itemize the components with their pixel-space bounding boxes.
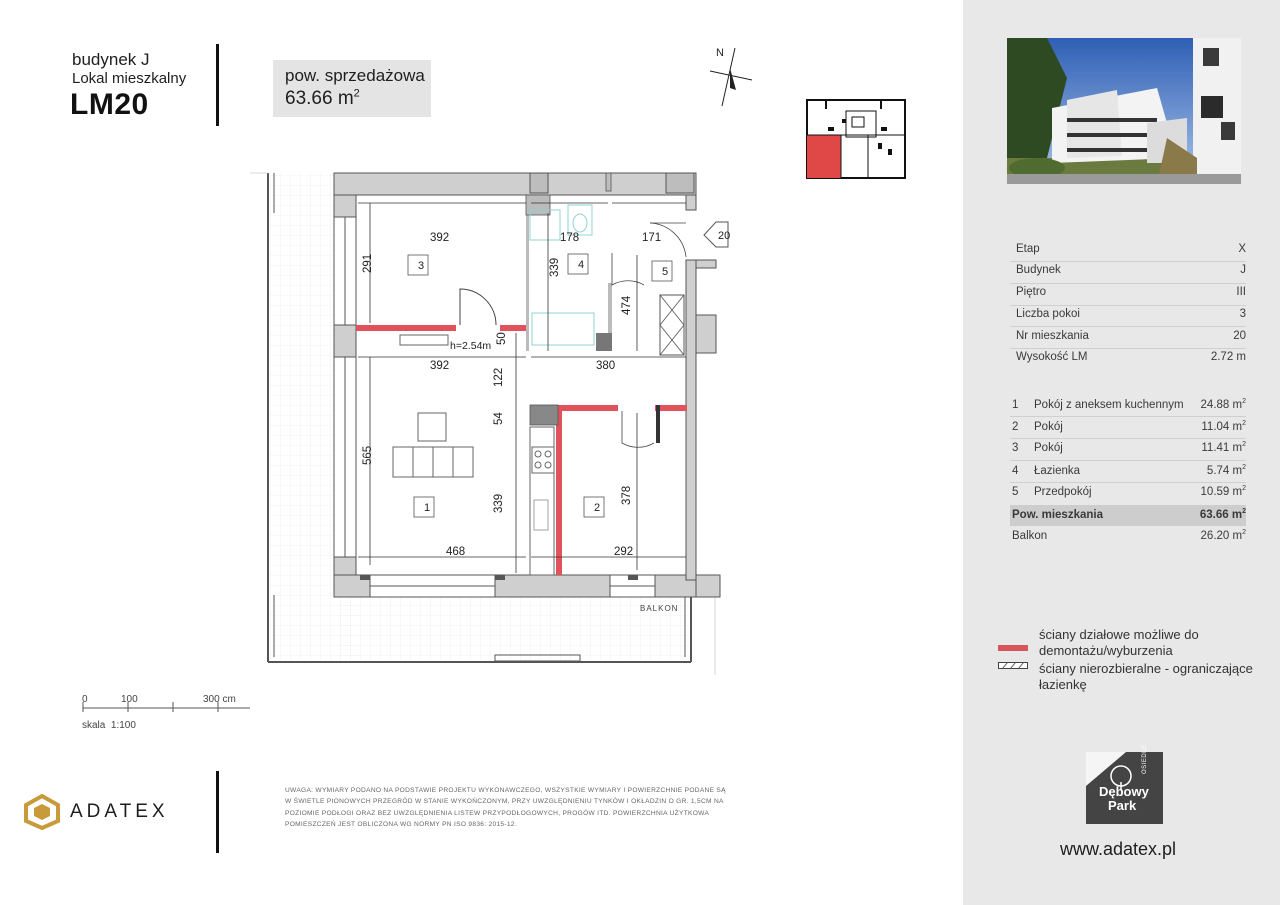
entrance-label: 20 (718, 230, 730, 242)
entrance-marker (690, 213, 730, 257)
website-url[interactable]: www.adatex.pl (1060, 839, 1177, 859)
estate-logo-line2: Dębowy (1099, 784, 1149, 799)
demolishable-wall (556, 405, 562, 575)
scale-tick-300: 300 cm (203, 694, 236, 705)
dim-text: 339 (549, 257, 561, 277)
unit-code: LM20 (70, 88, 149, 121)
room-row: 2 Pokój 11.04 $m^2$ (1012, 420, 1246, 433)
info-row-apartment-no: Nr mieszkania 20 (1016, 330, 1246, 342)
dim-text: 291 (362, 253, 374, 273)
footer-divider (216, 771, 219, 853)
dim-text: 392 (430, 232, 450, 244)
demolishable-wall (556, 405, 618, 411)
demolishable-wall (356, 325, 456, 331)
room-number: 4 (577, 259, 585, 271)
bathroom-fixtures (530, 205, 594, 345)
dim-text: 380 (596, 360, 616, 372)
north-arrow-icon (700, 40, 760, 110)
dim-text: 392 (430, 360, 450, 372)
dim-text: 122 (493, 367, 505, 387)
legend-red-text: ściany działowe możliwe do demontażu/wyburzenia (1039, 627, 1199, 658)
estate-logo-line1: OSIEDLE (1142, 744, 1148, 774)
legend-hatch-text: ściany nierozbieralne - ograniczające łazienkę (1039, 661, 1253, 692)
dim-text: 54 (493, 412, 505, 425)
scale-tick-100: 100 (121, 694, 138, 705)
brand-name: ADATEX (70, 801, 169, 822)
balcony-label: BALKON (640, 604, 679, 613)
legend-hatch-swatch (998, 662, 1028, 670)
room-number: 1 (423, 502, 431, 514)
dim-text: 378 (621, 485, 633, 505)
key-plan-unit-highlight (807, 135, 841, 178)
info-row-height: Wysokość LM 2.72 m (1016, 351, 1246, 363)
room-row: 4 Łazienka 5.74 $m^2$ (1012, 464, 1246, 477)
dim-text: 178 (560, 232, 580, 244)
room-number: 2 (593, 502, 601, 514)
dim-text: 474 (621, 295, 633, 315)
building-photo (1007, 38, 1241, 184)
balcony-area-row: Balkon 26.20 $m^2$ (1012, 529, 1246, 542)
info-row-rooms-count: Liczba pokoi 3 (1016, 308, 1246, 320)
estate-logo (1086, 744, 1163, 824)
dim-text: 171 (642, 232, 662, 244)
furniture (393, 335, 554, 575)
header-divider (216, 44, 219, 126)
adatex-logo-icon (22, 794, 62, 830)
legend-red-swatch (998, 645, 1028, 651)
dimension-lines (358, 203, 686, 573)
floor-plan (250, 165, 730, 675)
sale-area-value: 63.66 $m^2$ (285, 87, 360, 109)
info-row-stage: Etap X (1016, 243, 1246, 255)
sale-area-label: pow. sprzedażowa (285, 66, 425, 85)
scale-label: skala 1:100 (82, 720, 136, 731)
total-area-row: Pow. mieszkania 63.66 $m^2$ (1010, 505, 1246, 526)
sale-area-box (273, 60, 431, 117)
info-row-floor: Piętro III (1016, 286, 1246, 298)
key-plan (806, 99, 906, 179)
room-number: 5 (661, 266, 669, 278)
scale-tick-0: 0 (82, 694, 88, 705)
building-label: budynek J (72, 50, 150, 69)
disclaimer-note: UWAGA: WYMIARY PODANO NA PODSTAWIE PROJEKTU WYKONAWCZEGO, WSZYSTKIE WYMIARY I POWIERZCHNIE PODANE SĄ W ŚWIETLE PIONOWYCH PRZEGRÓD W STANIE WYKOŃCZONYM, PRZY UWZGLĘDNIENIU TYNKÓW I OKŁADZIN O GR. 1,5CM NA POZIOMIE PODŁOGI ORAZ BEZ UWZGLĘDNIENIA LISTEW PRZYPODŁOGOWYCH, PROGÓW ITD. POWIERZCHNIA UŻYTKOWA POMIESZCZEŃ JEST OBLICZONA WG NORMY PN ISO 9836: 2015-12. (285, 787, 726, 829)
balcony-area (250, 173, 715, 675)
dim-text: 292 (614, 546, 634, 558)
room-row: 1 Pokój z aneksem kuchennym 24.88 $m^2$ (1012, 398, 1246, 411)
demolishable-wall (500, 325, 526, 331)
room-row: 5 Przedpokój 10.59 $m^2$ (1012, 485, 1246, 498)
estate-logo-line3: Park (1108, 798, 1137, 813)
hatched-wall (660, 295, 684, 355)
north-label: N (716, 47, 724, 59)
dim-text: 565 (362, 445, 374, 465)
room-number: 3 (417, 260, 425, 272)
room-row: 3 Pokój 11.41 $m^2$ (1012, 441, 1246, 454)
unit-type-label: Lokal mieszkalny (72, 70, 187, 87)
ceiling-height-note: h=2.54m (450, 340, 492, 352)
dim-text: 468 (446, 546, 466, 558)
info-row-building: Budynek J (1016, 264, 1246, 276)
dim-text: 50 (496, 332, 508, 345)
dim-text: 339 (493, 493, 505, 513)
